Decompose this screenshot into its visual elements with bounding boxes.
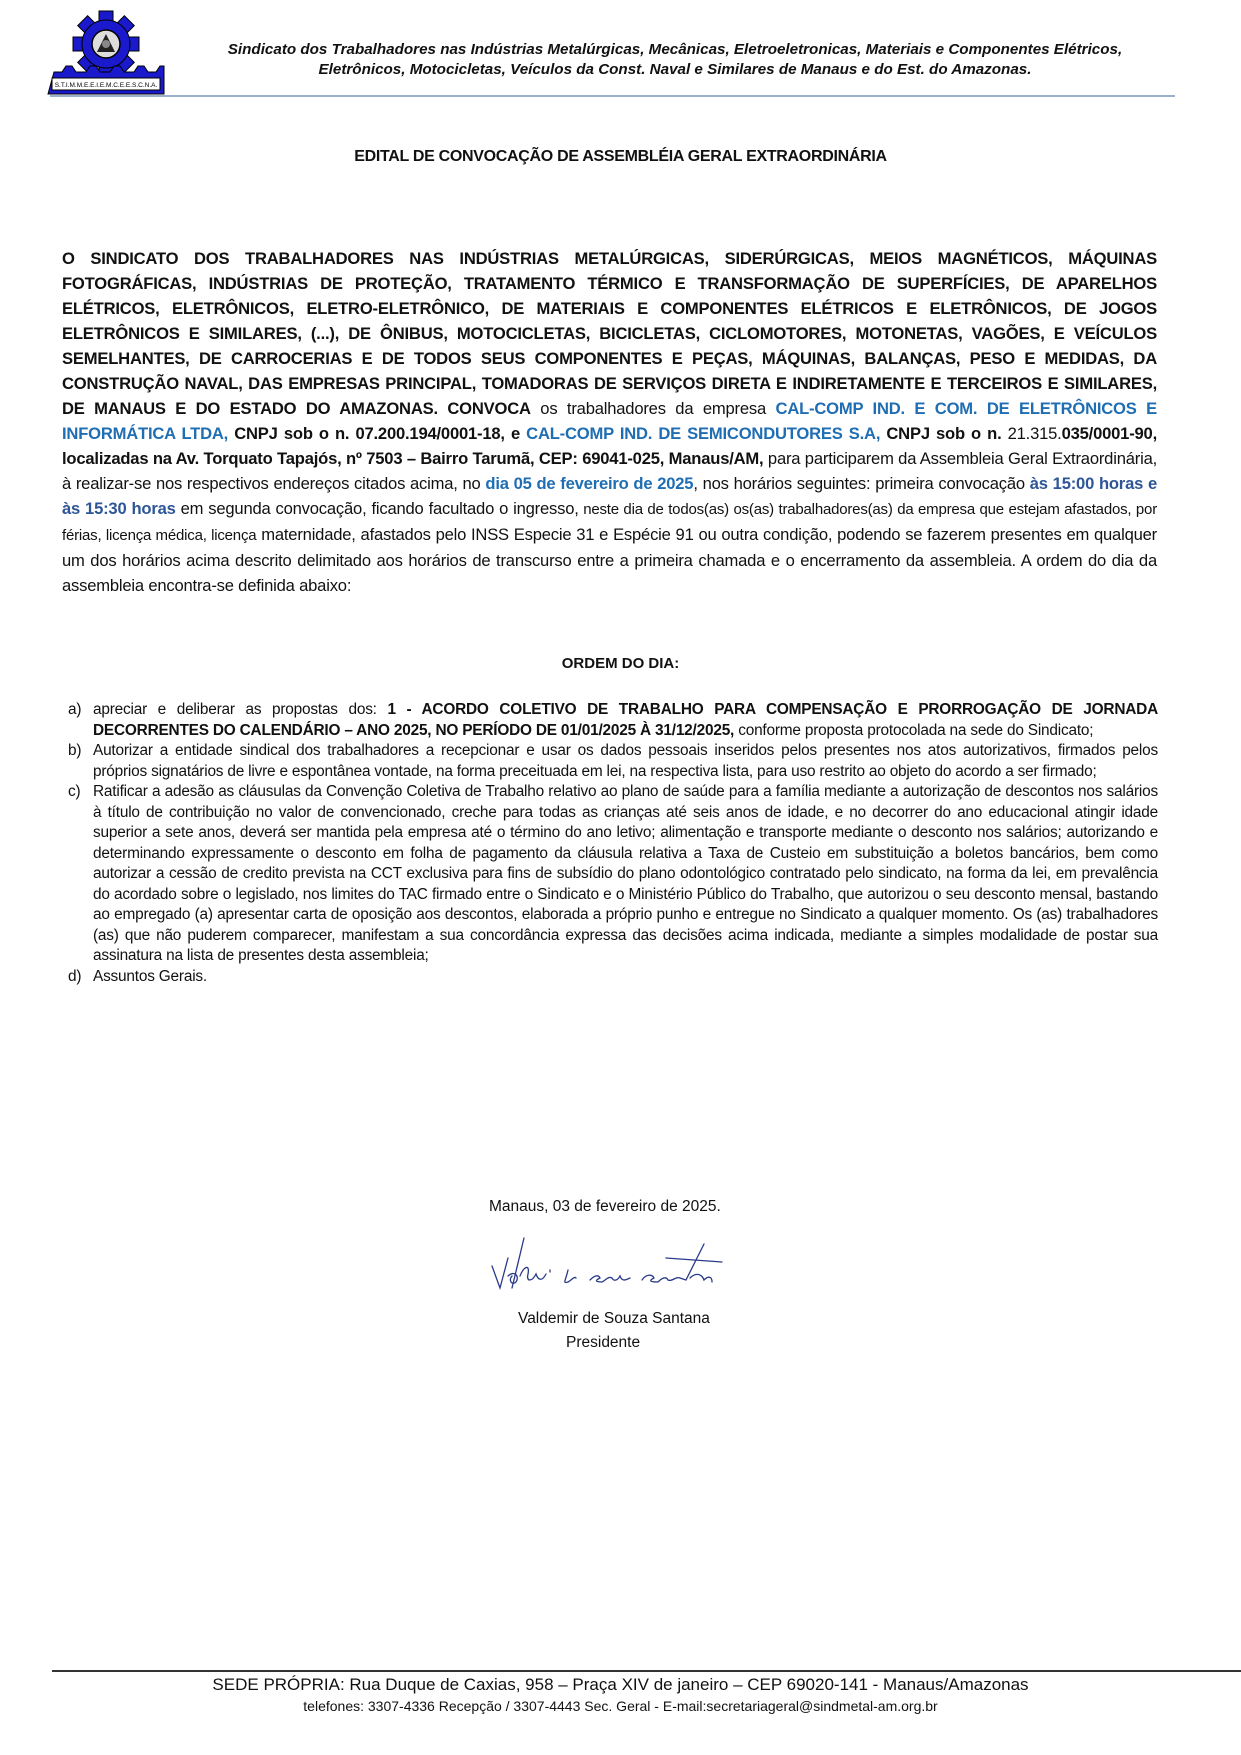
handwritten-signature-icon <box>490 1236 750 1306</box>
agenda-item-marker: d) <box>68 967 82 985</box>
agenda-item <box>68 741 1158 782</box>
agenda-item <box>68 782 1158 967</box>
body-text: , nos horários seguintes: primeira convocação <box>693 474 1030 493</box>
company-cnpj-1: CNPJ sob o n. 07.200.194/0001-18, e <box>228 424 527 443</box>
agenda-item <box>68 967 1158 988</box>
agenda-item-text <box>93 700 1158 741</box>
union-full-name: O SINDICATO DOS TRABALHADORES NAS INDÚSTRIAS METALÚRGICAS, SIDERÚRGICAS, MEIOS MAGNÉTICOS, MÁQUINAS FOTOGRÁFICAS, INDÚSTRIAS DE PROTEÇÃO, TRATAMENTO TÉRMICO E TRANSFORMAÇÃO DE SUPERFÍCIES, DE APARELHOS ELÉTRICOS, ELETRÔNICOS, ELETRO-ELETRÔNICO, DE MATERIAIS E COMPONENTES ELÉTRICOS E ELETRÔNICOS, DE JOGOS ELETRÔNICOS E SIMILARES, (...), DE ÔNIBUS, MOTOCICLETAS, BICICLETAS, CICLOMOTORES, MOTONETAS, VAGÕES, E VEÍCULOS SEMELHANTES, DE CARROCERIAS E DE TODOS SEUS COMPONENTES E PEÇAS, MÁQUINAS, BALANÇAS, PESO E MEDIDAS, DA CONSTRUÇÃO NAVAL, DAS EMPRESAS PRINCIPAL, TOMADORAS DE SERVIÇOS DIRETA E INDIRETAMENTE E TERCEIROS E SIMILARES, DE MANAUS E DO ESTADO DO AMAZONAS. CONVOCA <box>62 249 1157 418</box>
union-name-line-1: Sindicato dos Trabalhadores nas Indústrias Metalúrgicas, Mecânicas, Eletroeletronicas, Materiais e Componentes Elétricos, <box>227 41 1123 58</box>
company-cnpj-2-prefix: 21.315. <box>1007 424 1062 443</box>
footer-contacts: telefones: 3307-4336 Recepção / 3307-4443 Sec. Geral - E-mail:secretariageral@sindmetal-am.org.br <box>303 1698 938 1714</box>
body-text: para participarem da Assembleia Geral Extraordinária, à realizar-se nos respectivos endereços citados acima, no <box>62 449 1158 493</box>
agenda-item-text: Ratificar a adesão as cláusulas da Convenção Coletiva de Trabalho relativo ao plano de saúde para a família mediante a autorização de descontos nos salários à título de contribuição no valor de convencionado, creche para todas as crianças até seis anos de idade, e no decorrer do ano educacional atingir idade superior a sete anos, deverá ser mantida pela empresa até o término do ano letivo; alimentação e transporte mediante o desconto nos salários; autorizando e determinando expressamente o desconto em folha de pagamento da cláusula relativa a Taxa de Custeio em substituição a boletos bancários, bem como autorizar a cessão de credito prevista na CCT exclusiva para fins de subsídio do plano odontológico contratado pelo sindicato, na forma da lei, em prevalência do acordado sobre o legislado, nos limites do TAC firmado entre o Sindicato e o Ministério Público do Trabalho, que autorizou o seu desconto mensal, bastando ao empregado (a) apresentar carta de oposição aos descontos, elaborada a próprio punho e entregue no Sindicato a qualquer momento. Os (as) trabalhadores (as) que não puderem comparecer, manifestam a sua concordância expressa das decisões acima indicada, mediante a simples modalidade de postar sua assinatura na lista de presentes desta assembleia; <box>93 783 1158 964</box>
meeting-date: dia 05 de fevereiro de 2025 <box>485 474 694 493</box>
signer-name: Valdemir de Souza Santana <box>518 1310 710 1327</box>
agenda-item-intro: apreciar e deliberar as propostas dos: <box>93 701 388 718</box>
company-cnpj-2-label: CNPJ sob o n. <box>880 424 1008 443</box>
body-text: os trabalhadores da empresa <box>530 399 776 418</box>
logo-lettering: S.T.I.M.M.E.E.I.E.M.C.E.E.S.C.N.A. <box>54 82 158 89</box>
union-gear-logo-icon <box>44 10 168 96</box>
document-title: EDITAL DE CONVOCAÇÃO DE ASSEMBLÉIA GERAL EXTRAORDINÁRIA <box>354 148 887 165</box>
agenda-title: ORDEM DO DIA: <box>561 655 680 672</box>
body-text: em segunda convocação, ficando facultado o ingresso, <box>175 499 579 518</box>
agenda-item-text: Assuntos Gerais. <box>93 967 207 985</box>
agenda-item-marker: b) <box>68 742 82 759</box>
signer-role: Presidente <box>566 1334 641 1351</box>
agenda-item-marker: c) <box>68 783 81 800</box>
convocation-paragraph <box>62 246 1157 598</box>
body-text: maternidade, afastados pelo INSS Especie 31 e Espécie 91 ou outra condição, podendo se fazerem presentes em qualquer um dos horários acima descrito delimitado aos horários de transcurso entre a primeira chamada e o encerramento da assembleia. A ordem do dia da assembleia encontra-se definida abaixo: <box>62 525 1157 595</box>
agenda-item-marker: a) <box>68 701 82 718</box>
body-text-small: neste dia de todos(as) os(as) trabalhadores(as) da empresa que estejam afastados, por férias, licença médica, licença <box>62 501 1157 544</box>
agenda-item-outro: conforme proposta protocolada na sede do Sindicato; <box>734 721 1094 739</box>
agenda-item-text: Autorizar a entidade sindical dos trabalhadores a recepcionar e usar os dados pessoais inseridos pelos presentes nos atos autorizativos, firmados pelos próprios signatários de livre e espontânea vontade, na forma preceituada em lei, na respectiva lista, para uso restrito ao objeto do acordo a ser firmado; <box>93 742 1158 780</box>
agenda-item-bold: 1 - ACORDO COLETIVO DE TRABALHO PARA COMPENSAÇÃO E PRORROGAÇÃO DE JORNADA DECORRENTES DO CALENDÁRIO – ANO 2025, NO PERÍODO DE 01/01/2025 À 31/12/2025, <box>93 701 1158 739</box>
footer-divider <box>52 1670 1241 1672</box>
company-name-1: CAL-COMP IND. E COM. DE ELETRÔNICOS E INFORMÁTICA LTDA, <box>62 399 1157 443</box>
place-and-date: Manaus, 03 de fevereiro de 2025. <box>489 1198 721 1215</box>
company-cnpj-2-address: 035/0001-90, localizadas na Av. Torquato Tapajós, nº 7503 – Bairro Tarumã, CEP: 69041-025, Manaus/AM, <box>62 424 1157 468</box>
footer-address: SEDE PRÓPRIA: Rua Duque de Caxias, 958 – Praça XIV de janeiro – CEP 69020-141 - Manaus/Amazonas <box>212 1675 1029 1694</box>
union-name-line-2: Eletrônicos, Motocicletas, Veículos da Const. Naval e Similares de Manaus e do Est. do Amazonas. <box>318 61 1032 78</box>
union-name <box>175 40 1175 80</box>
company-name-2: CAL-COMP IND. DE SEMICONDUTORES S.A, <box>526 424 881 443</box>
letterhead <box>0 0 1241 100</box>
header-divider <box>50 95 1175 97</box>
agenda-list <box>68 700 1158 987</box>
agenda-item <box>68 700 1158 741</box>
meeting-times: às 15:00 horas e às 15:30 horas <box>62 474 1157 518</box>
